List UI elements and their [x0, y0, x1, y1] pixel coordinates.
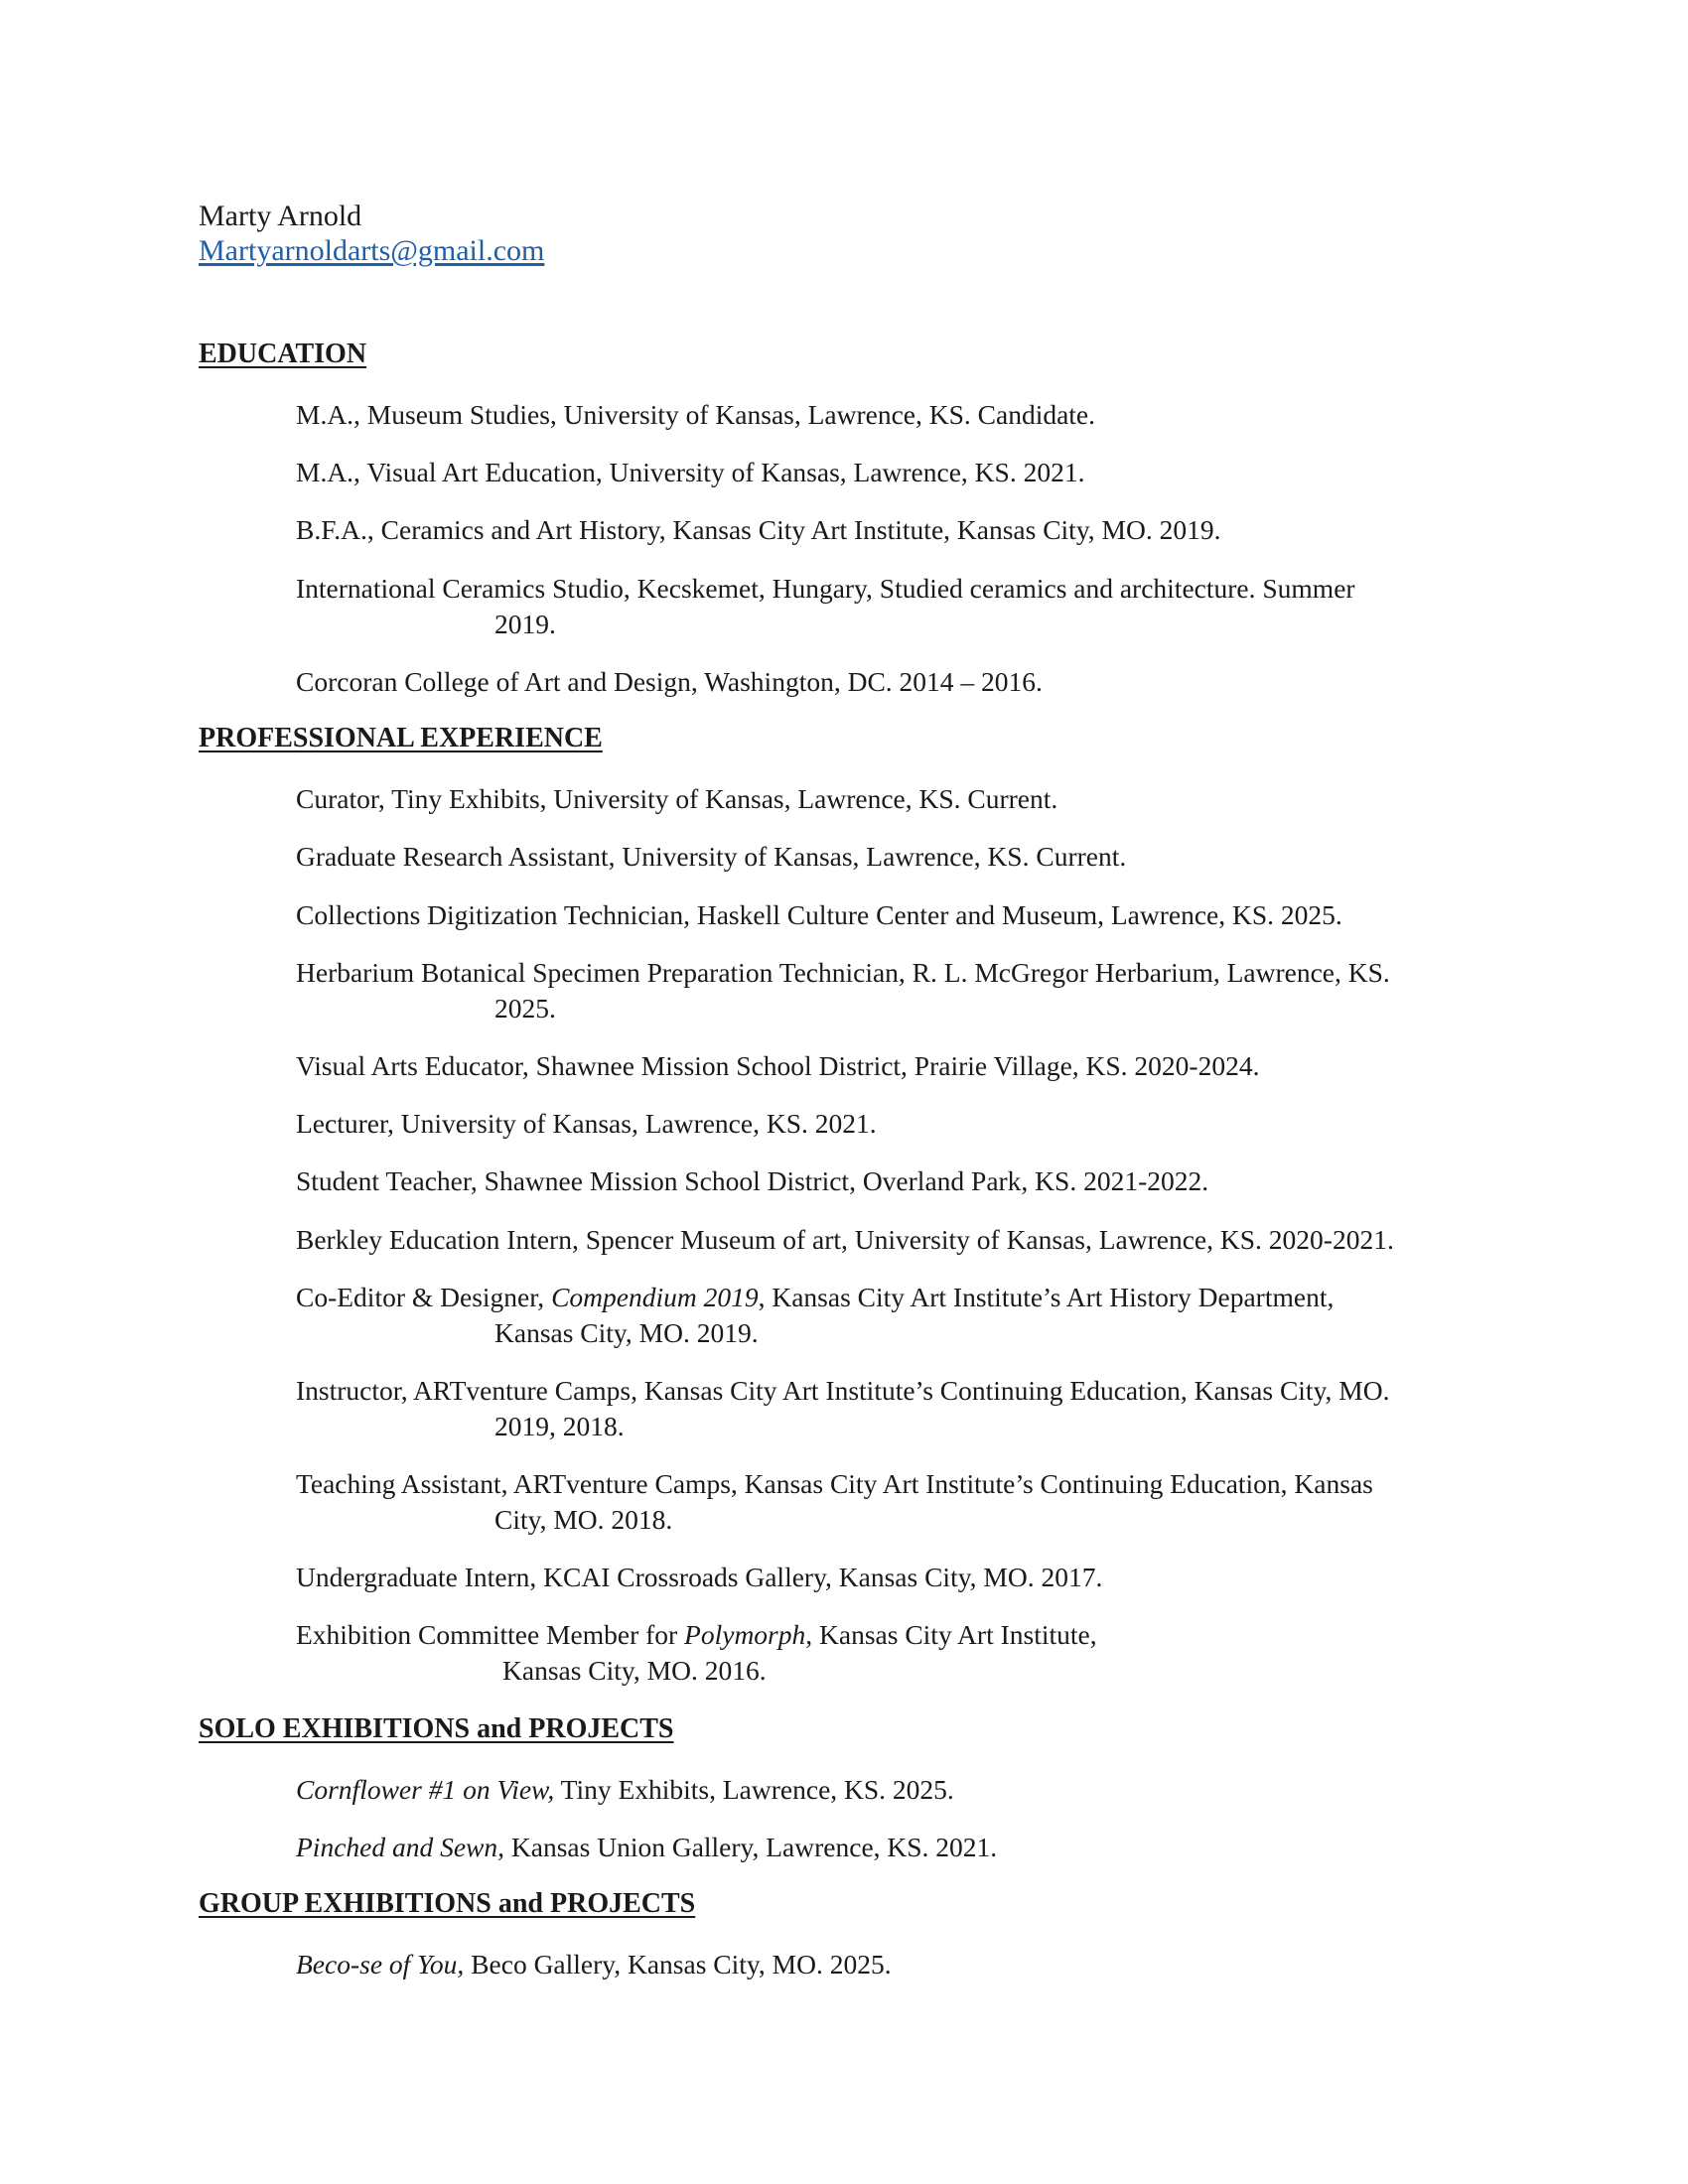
experience-entry: Berkley Education Intern, Spencer Museum of art, University of Kansas, Lawrence, KS. 2020-2021.: [296, 1224, 1394, 1255]
section-heading-solo-exhibitions: SOLO EXHIBITIONS and PROJECTS: [199, 1713, 674, 1744]
exhibition-title: Pinched and Sewn,: [296, 1832, 505, 1862]
section-heading-education: EDUCATION: [199, 339, 367, 369]
exhibition-title: Cornflower #1 on View,: [296, 1774, 555, 1805]
education-entry: M.A., Visual Art Education, University of Kansas, Lawrence, KS. 2021.: [296, 457, 1085, 487]
experience-entry: Undergraduate Intern, KCAI Crossroads Gallery, Kansas City, MO. 2017.: [296, 1562, 1103, 1592]
experience-entry: Visual Arts Educator, Shawnee Mission School District, Prairie Village, KS. 2020-2024.: [296, 1050, 1260, 1081]
exhibition-title: Beco-se of You,: [296, 1949, 465, 1979]
applicant-name: Marty Arnold: [199, 200, 362, 232]
experience-entry: Co-Editor & Designer, Compendium 2019, Kansas City Art Institute’s Art History Department, Kansas City, MO. 2019.: [296, 1282, 1335, 1348]
solo-exhibition-entry: Cornflower #1 on View, Tiny Exhibits, Lawrence, KS. 2025.: [296, 1774, 954, 1805]
experience-entry: Collections Digitization Technician, Haskell Culture Center and Museum, Lawrence, KS. 2025.: [296, 899, 1342, 930]
experience-entry: Student Teacher, Shawnee Mission School District, Overland Park, KS. 2021-2022.: [296, 1165, 1209, 1196]
exhibition-title: Polymorph: [684, 1619, 806, 1650]
email-link[interactable]: Martyarnoldarts@gmail.com: [199, 234, 545, 267]
group-exhibition-entry: Beco-se of You, Beco Gallery, Kansas City, MO. 2025.: [296, 1949, 892, 1979]
experience-entry: Exhibition Committee Member for Polymorph, Kansas City Art Institute, Kansas City, MO. 2016.: [296, 1619, 1097, 1686]
solo-exhibition-entry: Pinched and Sewn, Kansas Union Gallery, Lawrence, KS. 2021.: [296, 1832, 998, 1862]
experience-entry: Teaching Assistant, ARTventure Camps, Kansas City Art Institute’s Continuing Education, Kansas City, MO. 2018.: [296, 1468, 1373, 1535]
experience-entry: Herbarium Botanical Specimen Preparation Technician, R. L. McGregor Herbarium, Lawrence, KS. 2025.: [296, 957, 1390, 1024]
education-entry: International Ceramics Studio, Kecskemet, Hungary, Studied ceramics and architecture. Summer 2019.: [296, 573, 1355, 639]
section-heading-experience: PROFESSIONAL EXPERIENCE: [199, 723, 603, 753]
experience-entry: Instructor, ARTventure Camps, Kansas City Art Institute’s Continuing Education, Kansas City, MO. 2019, 2018.: [296, 1375, 1390, 1441]
education-entry: Corcoran College of Art and Design, Washington, DC. 2014 – 2016.: [296, 666, 1043, 697]
experience-entry: Lecturer, University of Kansas, Lawrence, KS. 2021.: [296, 1108, 877, 1139]
section-heading-group-exhibitions: GROUP EXHIBITIONS and PROJECTS: [199, 1888, 696, 1919]
experience-entry: Graduate Research Assistant, University of Kansas, Lawrence, KS. Current.: [296, 841, 1127, 872]
education-entry: B.F.A., Ceramics and Art History, Kansas City Art Institute, Kansas City, MO. 2019.: [296, 514, 1221, 545]
experience-entry: Curator, Tiny Exhibits, University of Kansas, Lawrence, KS. Current.: [296, 783, 1058, 814]
education-entry: M.A., Museum Studies, University of Kansas, Lawrence, KS. Candidate.: [296, 399, 1096, 430]
publication-title: Compendium 2019: [551, 1282, 759, 1312]
